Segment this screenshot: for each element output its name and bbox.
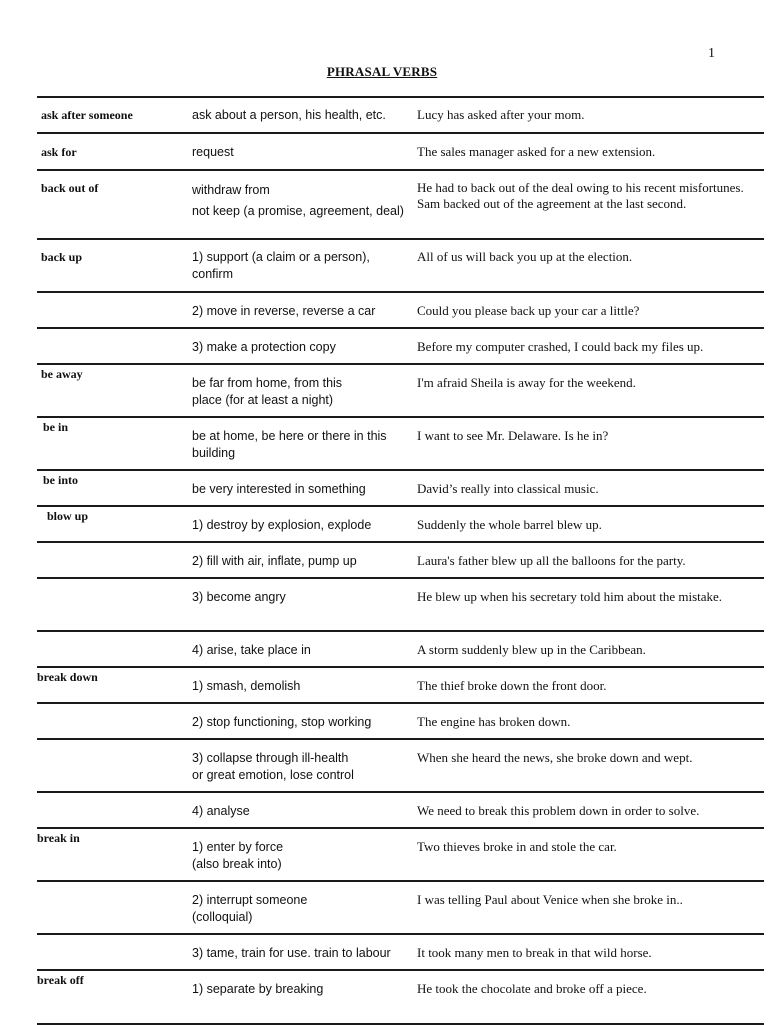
table-row (37, 577, 764, 631)
table-row (37, 933, 764, 970)
meaning-cell: 3) tame, train for use. train to labour (192, 946, 391, 960)
example-cell: We need to break this problem down in order to solve. (417, 803, 700, 818)
verb-cell: break down (37, 670, 98, 684)
verb-cell: back up (41, 250, 83, 264)
example-cell: I'm afraid Sheila is away for the weekend. (417, 375, 636, 390)
meaning-cell: 3) make a protection copy (192, 340, 336, 354)
verb-cell: break off (37, 973, 84, 987)
example-cell: He had to back out of the deal owing to his recent misfortunes. Sam backed out of the agreement at the last second. (417, 180, 744, 211)
example-cell: The engine has broken down. (417, 714, 571, 729)
meaning-cell: be far from home, from this place (for at least a night) (192, 376, 343, 407)
example-cell: I was telling Paul about Venice when she broke in.. (417, 892, 683, 907)
table-row (37, 327, 764, 364)
verb-cell: be in (43, 420, 69, 434)
meaning-cell: 1) smash, demolish (192, 679, 301, 693)
page-number: 1 (708, 46, 715, 61)
example-cell: All of us will back you up at the election. (417, 249, 633, 264)
verb-cell: ask after someone (41, 108, 133, 122)
meaning-cell: 3) become angry (192, 590, 286, 604)
example-cell: Two thieves broke in and stole the car. (417, 839, 617, 854)
table-row (37, 96, 764, 133)
verb-cell: back out of (41, 181, 99, 195)
example-cell: David’s really into classical music. (417, 481, 599, 496)
meaning-cell: 1) support (a claim or a person), confirm (192, 250, 370, 281)
example-cell: Lucy has asked after your mom. (417, 107, 585, 122)
example-cell: I want to see Mr. Delaware. Is he in? (417, 428, 609, 443)
verb-cell: be away (41, 367, 83, 381)
meaning-cell: be very interested in something (192, 482, 366, 496)
verb-cell: ask for (41, 145, 77, 159)
table-row (37, 666, 764, 703)
example-cell: The sales manager asked for a new extension. (417, 144, 656, 159)
meaning-cell: 4) analyse (192, 804, 250, 818)
verb-cell: be into (43, 473, 79, 487)
meaning-cell: 1) separate by breaking (192, 982, 324, 996)
meaning-cell: 1) enter by force (also break into) (192, 840, 284, 871)
table-row (37, 416, 764, 470)
table-row (37, 238, 764, 292)
example-cell: Laura's father blew up all the balloons for the party. (417, 553, 686, 568)
example-cell: It took many men to break in that wild horse. (417, 945, 652, 960)
verb-cell: break in (37, 831, 80, 845)
example-cell: He took the chocolate and broke off a piece. (417, 981, 647, 996)
example-cell: He blew up when his secretary told him about the mistake. (417, 589, 723, 604)
page-title: PHRASAL VERBS (326, 64, 438, 79)
example-cell: Before my computer crashed, I could back my files up. (417, 339, 704, 354)
example-cell: The thief broke down the front door. (417, 678, 607, 693)
verb-cell: blow up (47, 509, 89, 523)
table-row (37, 630, 764, 667)
example-cell: When she heard the news, she broke down and wept. (417, 750, 693, 765)
table-row (37, 291, 764, 328)
table-row (37, 738, 764, 792)
meaning-cell: 4) arise, take place in (192, 643, 311, 657)
meaning-cell: be at home, be here or there in this building (192, 429, 387, 460)
table-row (37, 541, 764, 578)
table-row (37, 169, 764, 239)
meaning-cell: 2) stop functioning, stop working (192, 715, 372, 729)
table-row (37, 969, 764, 1025)
meaning-cell: 2) fill with air, inflate, pump up (192, 554, 357, 568)
table-row (37, 469, 764, 506)
table-row (37, 827, 764, 881)
meaning-cell: withdraw from not keep (a promise, agreement, deal) (192, 183, 404, 218)
meaning-cell: ask about a person, his health, etc. (192, 108, 386, 122)
table-row (37, 505, 764, 542)
table-row (37, 132, 764, 170)
table-row (37, 702, 764, 739)
table-row (37, 880, 764, 934)
example-cell: Suddenly the whole barrel blew up. (417, 517, 602, 532)
meaning-cell: 3) collapse through ill-health or great emotion, lose control (192, 751, 354, 782)
example-cell: Could you please back up your car a little? (417, 303, 640, 318)
table-row (37, 363, 764, 417)
example-cell: A storm suddenly blew up in the Caribbean. (417, 642, 646, 657)
meaning-cell: 2) interrupt someone (colloquial) (192, 893, 308, 924)
table-row (37, 791, 764, 828)
meaning-cell: 1) destroy by explosion, explode (192, 518, 372, 532)
meaning-cell: request (192, 145, 234, 159)
meaning-cell: 2) move in reverse, reverse a car (192, 304, 376, 318)
